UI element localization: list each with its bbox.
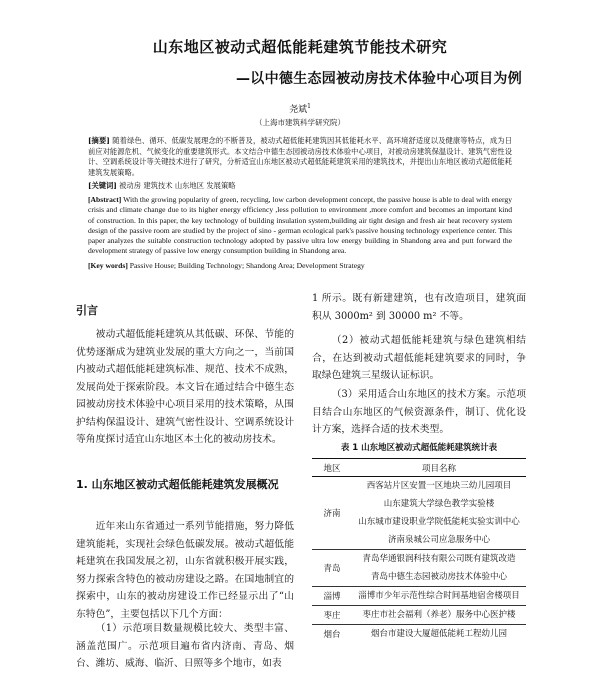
- abstract-en: [88, 195, 512, 257]
- table-cell-project: 山东城市建设职业学院低能耗实验实训中心: [358, 517, 520, 527]
- keywords-en-label: [Key words]: [88, 261, 128, 270]
- table-cell-project: 济南泉城公司应急服务中心: [387, 535, 490, 545]
- intro-paragraph: 被动式超低能耗建筑从其低碳、环保、节能的优势逐渐成为建筑业发展的重大方向之一，当前国内被动式超低能耗建筑标准、规范、技术不成熟，发展尚处于探索阶段。本文旨在通过结合中德生态园被动房技术体验中心项目采用的技术策略，从围护结构保温设计、建筑气密性设计、空调系统设计等角度探讨适宜山东地区本土化的被动房技术。: [76, 329, 294, 445]
- table-row: [312, 587, 526, 606]
- table-cell-region: 青岛: [312, 550, 352, 587]
- author-name: 尧斌: [289, 105, 308, 115]
- table-row: [312, 477, 526, 496]
- table-caption: 表 1 山东地区被动式超低能耗建筑统计表: [340, 443, 498, 453]
- table-header-project: 项目名称: [352, 459, 526, 477]
- table-cell-region: 济南: [323, 509, 341, 519]
- table-cell-project: 烟台市建设大厦超低能耗工程幼儿园: [352, 625, 526, 644]
- right-paragraph2: （2）被动式超低能耗建筑与绿色建筑相结合，在达到被动式超低能耗建筑要求的同时，争取绿色建筑三星级认证标识。: [312, 335, 526, 381]
- table-header-region: 地区: [312, 459, 352, 477]
- abstract-en-text: With the growing popularity of green, recycling, low carbon development concept, the passive house is able to deal with energy crisis and climate change due to its higher energy efficiency ,less pollution to environment ,more comfort and becomes an important kind of construction. In this paper, the key technology of building insulation system,building air tight design and fresh air heat recovery system design of the passive room are studied by the project of sino - german ecological park's passive housing technology experience center. This paper analyzes the suitable construction technology adopted by passive ultra low energy building in Shandong area and putt forward the development strategy of passive low energy consumption building in Shandong area.: [88, 195, 512, 256]
- abstract-en-label: [Abstract]: [88, 195, 122, 204]
- keywords-cn-label: [关键词]: [88, 181, 117, 190]
- author-mark: 1: [307, 103, 311, 110]
- table-cell-project: 淄博市少年示范性综合时间基地宿舍楼项目: [352, 587, 526, 606]
- table-cell-region: 枣庄: [312, 606, 352, 625]
- statistics-table: [312, 458, 526, 643]
- paper-title: 山东地区被动式超低能耗建筑节能技术研究: [152, 38, 448, 56]
- section1-paragraph1: 近年来山东省通过一系列节能措施，努力降低建筑能耗，实现社会绿色低碳发展。被动式超低能耗建筑在我国发展之初，山东省就积极开展实践，努力探索含特色的被动房建设之路。在国地制宜的探索中，山东的被动房建设工作已经显示出了“山东特色”，主要包括以下几个方面：: [76, 521, 294, 620]
- table-header-row: [312, 459, 526, 477]
- table-cell-project: 山东建筑大学绿色教学实验楼: [383, 499, 495, 509]
- paper-subtitle: —以中德生态园被动房技术体验中心项目为例: [236, 71, 522, 87]
- table-cell-project: 西客站片区安置一区地块三幼儿园项目: [366, 481, 512, 491]
- table-cell-project: 青岛华通银润科技有限公司既有建筑改造: [352, 550, 526, 569]
- table-cell-region: 烟台: [312, 625, 352, 644]
- keywords-cn: [88, 181, 512, 192]
- table-row: [312, 606, 526, 625]
- affiliation: （上海市建筑科学研究院）: [255, 118, 345, 127]
- keywords-en: [88, 261, 512, 272]
- abstract-cn-text: 随着绿色、循环、低碳发展理念的不断普及，被动式超低能耗建筑因其低能耗水平、高环境舒适度以及健康等特点，成为日前应对能源危机、气候变化的重要建筑形式。本文结合中德生态园被动房技术体验中心项目，对被动房建筑保温设计、建筑气密性设计、空调系统设计等关键技术进行了研究，分析适宜山东地区被动式超低能耗建筑采用的建筑技术，并提出山东地区被动式超低能耗建筑发展策略。: [88, 136, 513, 177]
- table-cell-region: 淄博: [312, 587, 352, 606]
- author: [0, 102, 600, 115]
- table-cell-project: 青岛中德生态园被动房技术体验中心: [370, 572, 507, 582]
- right-paragraph1: 1 所示。既有新建建筑，也有改造项目，建筑面积从 3000m² 到 30000 m² 不等。: [312, 293, 526, 322]
- section1-paragraph2: （1）示范项目数量规模比较大、类型丰富、涵盖范围广。示范项目遍布省内济南、青岛、烟台、潍坊、威海、临沂、日照等多个地市，如表: [76, 623, 294, 669]
- abstract-cn: [88, 136, 512, 178]
- table-row: [312, 550, 526, 569]
- keywords-cn-text: 被动房 建筑技术 山东地区 发展策略: [119, 181, 236, 190]
- table-row: [312, 625, 526, 644]
- section1-heading: 1. 山东地区被动式超低能耗建筑发展概况: [76, 478, 279, 491]
- intro-heading: 引言: [76, 304, 98, 317]
- right-paragraph3: （3）采用适合山东地区的技术方案。示范项目结合山东地区的气候资源条件，制订、优化设计方案，选择合适的技术类型。: [312, 389, 526, 435]
- keywords-en-text: Passive House; Building Technology; Shandong Area; Development Strategy: [129, 261, 365, 270]
- abstract-cn-label: [摘要]: [88, 136, 110, 145]
- table-cell-project: 枣庄市社会福利（养老）服务中心医护楼: [352, 606, 526, 625]
